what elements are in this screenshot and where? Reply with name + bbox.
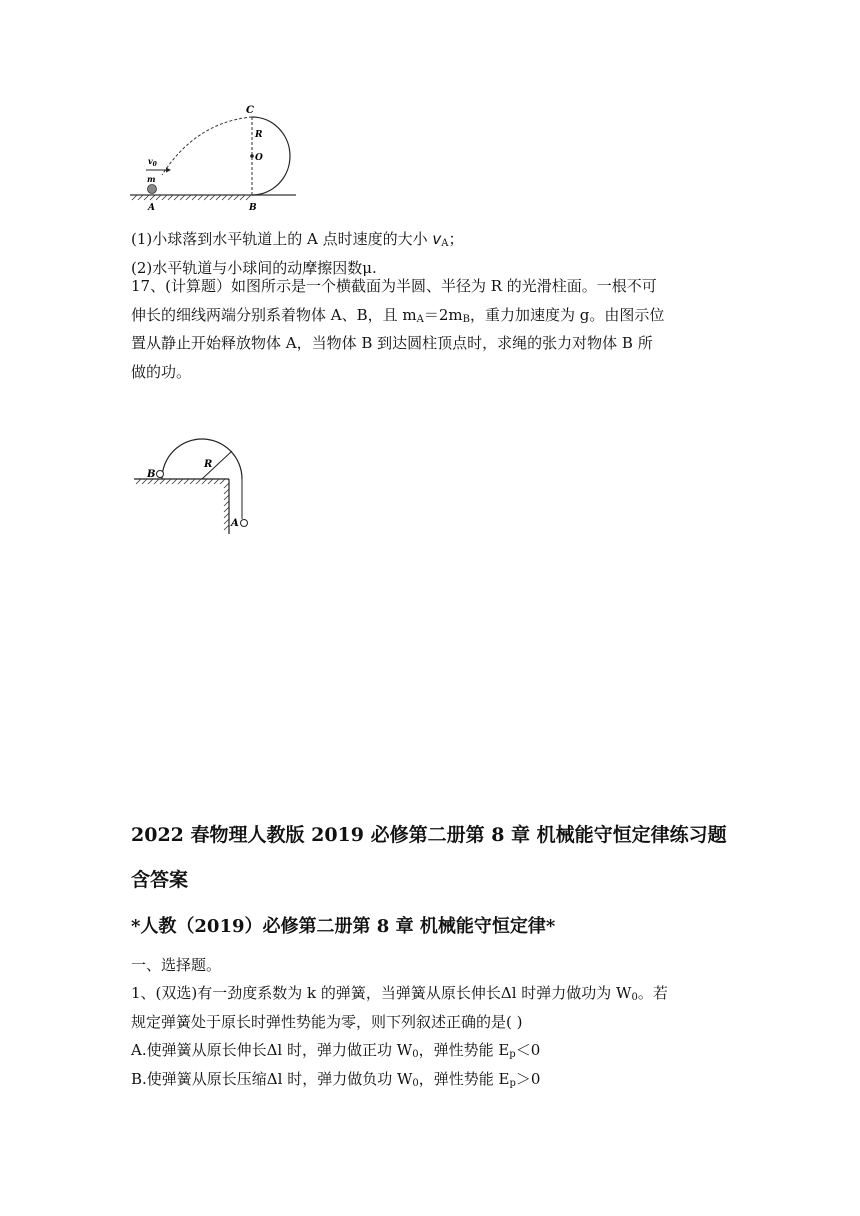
mass-B — [157, 471, 164, 478]
ground-hatch — [130, 195, 296, 200]
label-C: C — [246, 105, 254, 116]
trajectory-dashed — [162, 117, 252, 175]
q1-line-1: 1、(双选)有一劲度系数为 k 的弹簧，当弹簧从原长伸长Δl 时弹力做功为 $W_0$。若 — [131, 984, 668, 1003]
q17-line-3: 置从静止开始释放物体 A，当物体 B 到达圆柱顶点时，求绳的张力对物体 B 所 — [131, 334, 653, 352]
q1-option-A: A.使弹簧从原长伸长Δl 时，弹力做正功 $W_0$，弹性势能 $E_p<0$ — [131, 1041, 541, 1060]
label-v0: $v_0$ — [148, 156, 157, 168]
semicircle — [162, 439, 242, 479]
label-A: A — [148, 203, 155, 213]
wall-hatch — [224, 483, 229, 530]
figure-semicircle-pulley — [130, 436, 260, 536]
section-title — [131, 813, 751, 903]
label-A: A — [231, 518, 239, 529]
q17-line-4: 做的功。 — [131, 362, 192, 381]
figure-loop-track — [128, 100, 303, 216]
q17-line-1: 17、(计算题）如图所示是一个横截面为半圆、半径为 R 的光滑柱面。一根不可 — [131, 277, 657, 295]
q1-text — [131, 979, 737, 1093]
q1-option-B: B.使弹簧从原长压缩Δl 时，弹力做负功 $W_0$，弹性势能 $E_p>0$ — [131, 1069, 541, 1089]
mass-A — [241, 520, 248, 527]
label-R: R — [255, 130, 263, 140]
center-dot — [250, 154, 254, 158]
title-line-1: 2022 春物理人教版 2019 必修第二册第 8 章 机械能守恒定律练习题 — [131, 824, 727, 846]
title-line-2: 含答案 — [131, 869, 189, 891]
label-O: O — [255, 153, 263, 163]
label-B: B — [147, 469, 156, 480]
q16-item-1: (1)小球落到水平轨道上的 A 点时速度的大小 $v_A$； — [131, 230, 464, 249]
q17-line-2: 伸长的细线两端分别系着物体 A、B，且 $m_A=2m_B$，重力加速度为 g。由图示位 — [131, 305, 665, 325]
q16-item-2: (2)水平轨道与小球间的动摩擦因数μ. — [131, 259, 377, 277]
q1-line-2: 规定弹簧处于原长时弹性势能为零，则下列叙述正确的是( ) — [131, 1012, 523, 1031]
label-m: m — [147, 174, 156, 184]
label-R: R — [204, 459, 213, 470]
arrow-head — [166, 168, 171, 173]
label-B: B — [249, 203, 257, 213]
part-heading: 一、选择题。 — [131, 956, 222, 974]
q17-text — [131, 272, 737, 386]
section-subtitle: *人教（2019）必修第二册第 8 章 机械能守恒定律* — [131, 916, 556, 937]
ball — [148, 185, 157, 194]
